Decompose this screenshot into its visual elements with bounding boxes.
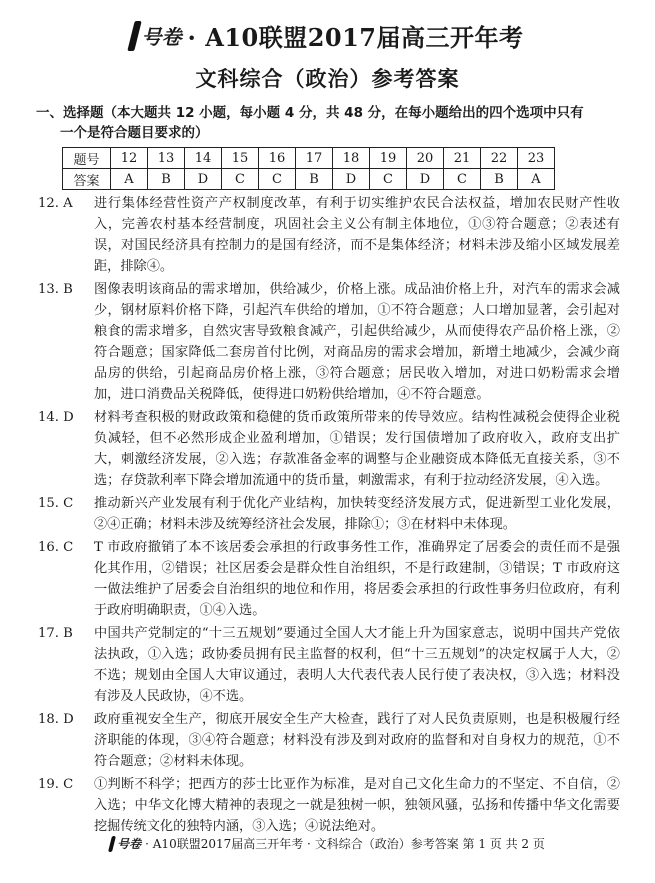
footer-logo-text: 号卷 xyxy=(117,837,142,851)
explanation-item xyxy=(38,774,620,837)
answer-table-row-answers xyxy=(63,169,555,190)
item-number: 17. B xyxy=(38,626,73,641)
explanation-item xyxy=(38,279,620,405)
answer-cell: D xyxy=(407,169,444,190)
item-number: 13. B xyxy=(38,282,73,297)
answer-explanations xyxy=(38,193,620,837)
item-text: 政府重视安全生产，彻底开展安全生产大检查，践行了对人民负责原则，也是积极履行经济职能的体现，③④符合题意；材料没有涉及到对政府的监督和对自身权力的规范，①不符合题意；②材料未体现。 xyxy=(94,712,620,769)
question-number: 17 xyxy=(296,148,333,169)
item-number: 14. D xyxy=(38,410,74,425)
answer-cell: D xyxy=(333,169,370,190)
question-number: 20 xyxy=(407,148,444,169)
page-footer xyxy=(0,835,655,852)
answer-cell: A xyxy=(518,169,555,190)
explanation-item xyxy=(38,493,620,535)
question-number: 16 xyxy=(259,148,296,169)
logo-mark-icon xyxy=(108,836,116,852)
item-number: 15. C xyxy=(38,496,74,511)
answer-table-row-numbers xyxy=(63,148,555,169)
item-text: 中国共产党制定的“十三五规划”要通过全国人大才能上升为国家意志，说明中国共产党依法执政，①入选；政协委员拥有民主监督的权利，但“十三五规划”的决定权属于人大，②不选；规划由全国人大审议通过，表明人大代表代表人民行使了表决权，③入选；材料没有涉及人民政协，④不选。 xyxy=(94,626,620,704)
explanation-item xyxy=(38,537,620,621)
footer-text: · A10联盟2017届高三开年考 · 文科综合（政治）参考答案 第 1 页 共 2 页 xyxy=(145,837,545,851)
answer-cell: B xyxy=(481,169,518,190)
answer-cell: C xyxy=(444,169,481,190)
item-text: T 市政府撤销了本不该居委会承担的行政事务性工作，准确界定了居委会的责任而不是强化其作用，②错误；社区居委会是群众性自治组织，不是行政建制，③错误；T 市政府这一做法维护了居委会自治组织的地位和作用，将居委会承担的行政性事务归位政府，有利于政府明确职责，①④入选。 xyxy=(94,540,620,618)
question-number: 13 xyxy=(148,148,185,169)
item-number: 18. D xyxy=(38,712,74,727)
section-heading-line2: 一个是符合题目要求的） xyxy=(60,125,209,141)
answer-cell: D xyxy=(185,169,222,190)
item-text: ①判断不科学；把西方的莎士比亚作为标准，是对自己文化生命力的不坚定、不自信，②入选；中华文化博大精神的表现之一就是独树一帜，独领风骚，弘扬和传播中华文化需要挖掘传统文化的独特内涵，③入选；④说法绝对。 xyxy=(94,777,620,834)
answer-cell: A xyxy=(111,169,148,190)
question-number: 19 xyxy=(370,148,407,169)
item-text: 图像表明该商品的需求增加，供给减少，价格上涨。成品油价格上升，对汽车的需求会减少，钢材原料价格下降，引起汽车供给的增加，①不符合题意；人口增加显著，会引起对粮食的需求增多，自然灾害导致粮食减产，引起供给减少，从而使得农产品价格上涨，②符合题意；国家降低二套房首付比例，对商品房的需求会增加，新增土地减少，会减少商品房的供给，引起商品房价格上涨，③符合题意；居民收入增加，对进口奶粉需求会增加，进口消费品关税降低，使得进口奶粉供给增加，④不符合题意。 xyxy=(94,282,620,402)
main-title: · A10联盟2017届高三开年考 xyxy=(187,23,524,52)
question-number: 12 xyxy=(111,148,148,169)
question-number: 15 xyxy=(222,148,259,169)
question-number: 21 xyxy=(444,148,481,169)
answer-cell: C xyxy=(222,169,259,190)
question-number: 14 xyxy=(185,148,222,169)
item-text: 材料考查积极的财政政策和稳健的货币政策所带来的传导效应。结构性减税会使得企业税负减轻，但不必然形成企业盈利增加，①错误；发行国债增加了政府收入，政府支出扩大，刺激经济发展，②入选；存款准备金率的调整与企业融资成本降低无直接关系，③不选；存贷款利率下降会增加流通中的货币量，刺激需求，有利于拉动经济发展，④入选。 xyxy=(94,410,620,488)
row-label-number: 题号 xyxy=(63,148,111,169)
answer-table xyxy=(62,147,555,190)
item-text: 推动新兴产业发展有利于优化产业结构，加快转变经济发展方式，促进新型工业化发展，②④正确；材料未涉及统筹经济社会发展，排除①；③在材料中未体现。 xyxy=(94,496,620,532)
explanation-item xyxy=(38,623,620,707)
answer-cell: B xyxy=(148,169,185,190)
section-heading xyxy=(36,103,620,143)
answer-cell: C xyxy=(370,169,407,190)
section-heading-line1: 一、选择题（本大题共 12 小题，每小题 4 分，共 48 分，在每小题给出的四个选项中只有 xyxy=(36,105,584,121)
row-label-answer: 答案 xyxy=(63,169,111,190)
item-number: 19. C xyxy=(38,777,74,792)
question-number: 23 xyxy=(518,148,555,169)
item-text: 进行集体经营性资产产权制度改革，有利于切实维护农民合法权益，增加农民财产性收入，完善农村基本经营制度，巩固社会主义公有制主体地位，①③符合题意；②表述有误，对国民经济具有控制力的是国有经济，而不是集体经济；材料未涉及缩小区域发展差距，排除④。 xyxy=(94,196,620,274)
logo-text: 号卷 xyxy=(141,25,182,49)
logo-mark-icon xyxy=(128,21,142,51)
explanation-item xyxy=(38,193,620,277)
sub-title: 文科综合（政治）参考答案 xyxy=(195,66,460,91)
item-number: 16. C xyxy=(38,540,74,555)
item-number: 12. A xyxy=(38,196,73,211)
explanation-item xyxy=(38,709,620,772)
explanation-item xyxy=(38,407,620,491)
footer-logo xyxy=(110,835,141,852)
page-header xyxy=(0,18,655,93)
question-number: 18 xyxy=(333,148,370,169)
title-line xyxy=(0,18,655,53)
answer-cell: B xyxy=(296,169,333,190)
answer-cell: C xyxy=(259,169,296,190)
brand-logo xyxy=(131,21,181,51)
question-number: 22 xyxy=(481,148,518,169)
